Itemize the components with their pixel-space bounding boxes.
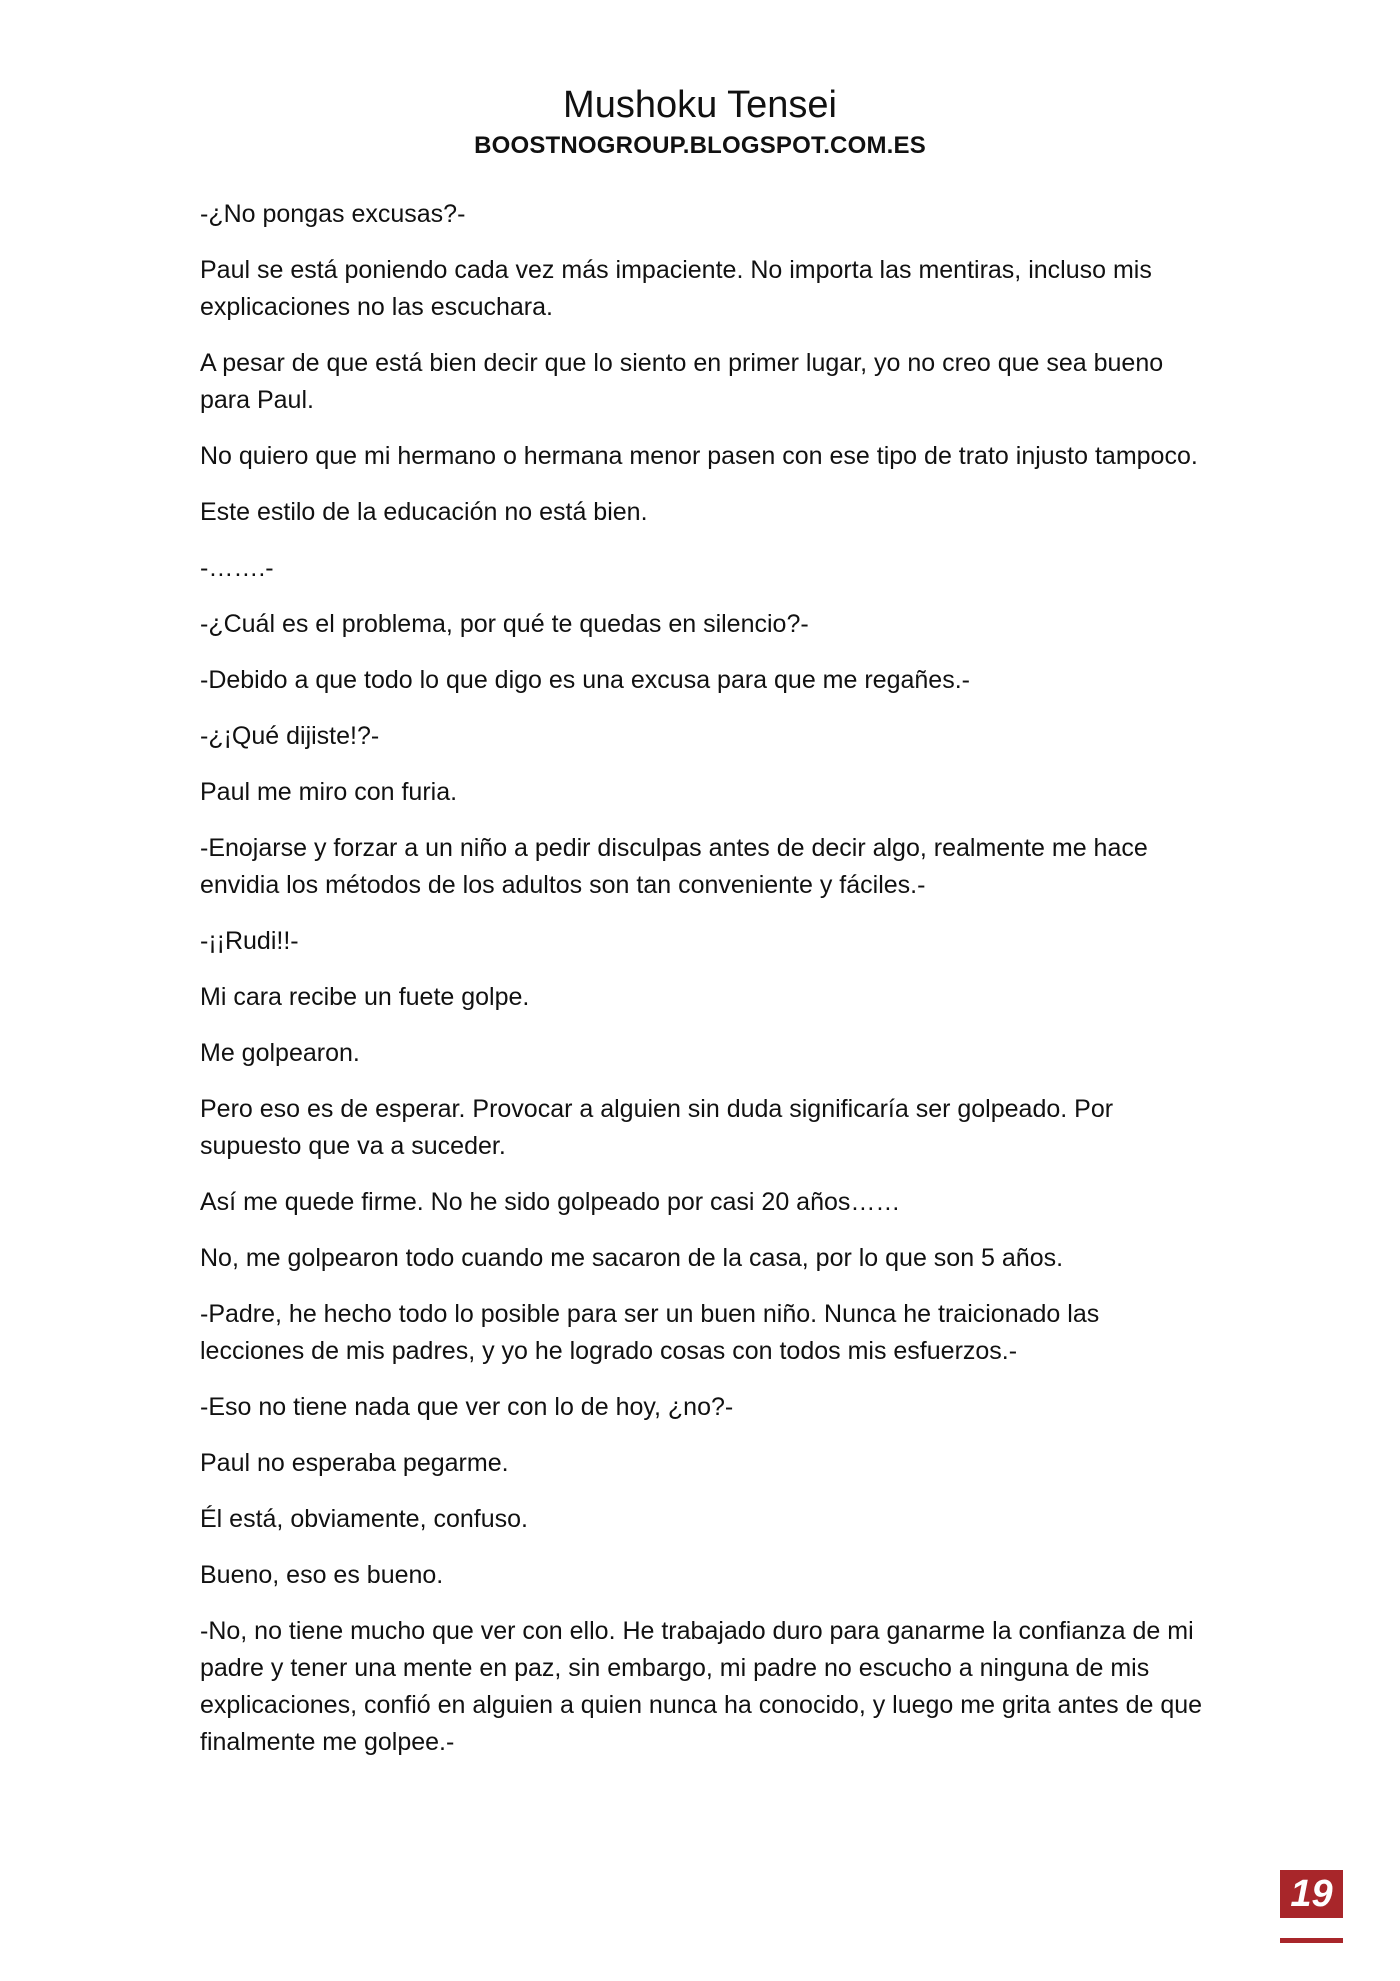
paragraph: -Eso no tiene nada que ver con lo de hoy, ¿no?- [200, 1393, 734, 1421]
paragraph: Así me quede firme. No he sido golpeado por casi 20 años…… [200, 1188, 901, 1216]
paragraph: A pesar de que está bien decir que lo siento en primer lugar, yo no creo que sea bueno para Paul. [200, 349, 1164, 414]
page-header [0, 82, 1400, 162]
paragraph: -¿No pongas excusas?- [200, 200, 466, 228]
paragraph: -¿¡Qué dijiste!?- [200, 722, 380, 750]
site-url: BOOSTNOGROUP.BLOGSPOT.COM.ES [474, 132, 926, 159]
page-number: 19 [1290, 1873, 1333, 1915]
paragraph: -Padre, he hecho todo lo posible para ser un buen niño. Nunca he traicionado las lecciones de mis padres, y yo he logrado cosas con todos mis esfuerzos.- [200, 1300, 1100, 1365]
paragraph: -No, no tiene mucho que ver con ello. He trabajado duro para ganarme la confianza de mi padre y tener una mente en paz, sin embargo, mi padre no escucho a ninguna de mis explicaciones, confió en alguien a quien nunca ha conocido, y luego me grita antes de que finalmente me golpee.- [200, 1617, 1203, 1756]
paragraph: Mi cara recibe un fuete golpe. [200, 983, 530, 1011]
paragraph: Me golpearon. [200, 1039, 360, 1067]
paragraph: No, me golpearon todo cuando me sacaron de la casa, por lo que son 5 años. [200, 1244, 1064, 1272]
paragraph: Paul se está poniendo cada vez más impaciente. No importa las mentiras, incluso mis explicaciones no las escuchara. [200, 256, 1152, 321]
paragraph: No quiero que mi hermano o hermana menor pasen con ese tipo de trato injusto tampoco. [200, 442, 1198, 470]
page-number-badge [1280, 1870, 1343, 1918]
book-title: Mushoku Tensei [563, 84, 837, 126]
paragraph: Paul no esperaba pegarme. [200, 1449, 509, 1477]
paragraph: Paul me miro con furia. [200, 778, 458, 806]
paragraph: Pero eso es de esperar. Provocar a alguien sin duda significaría ser golpeado. Por supuesto que va a suceder. [200, 1095, 1114, 1160]
paragraph: -Debido a que todo lo que digo es una excusa para que me regañes.- [200, 666, 970, 694]
paragraph: Bueno, eso es bueno. [200, 1561, 444, 1589]
page-body [200, 196, 1210, 1780]
page-number-underline [1280, 1938, 1343, 1943]
paragraph: Este estilo de la educación no está bien. [200, 498, 648, 526]
paragraph: -¿Cuál es el problema, por qué te quedas en silencio?- [200, 610, 809, 638]
paragraph: Él está, obviamente, confuso. [200, 1505, 528, 1533]
paragraph: -…….- [200, 554, 274, 582]
paragraph: -¡¡Rudi!!- [200, 927, 299, 955]
paragraph: -Enojarse y forzar a un niño a pedir disculpas antes de decir algo, realmente me hace envidia los métodos de los adultos son tan conveniente y fáciles.- [200, 834, 1148, 899]
